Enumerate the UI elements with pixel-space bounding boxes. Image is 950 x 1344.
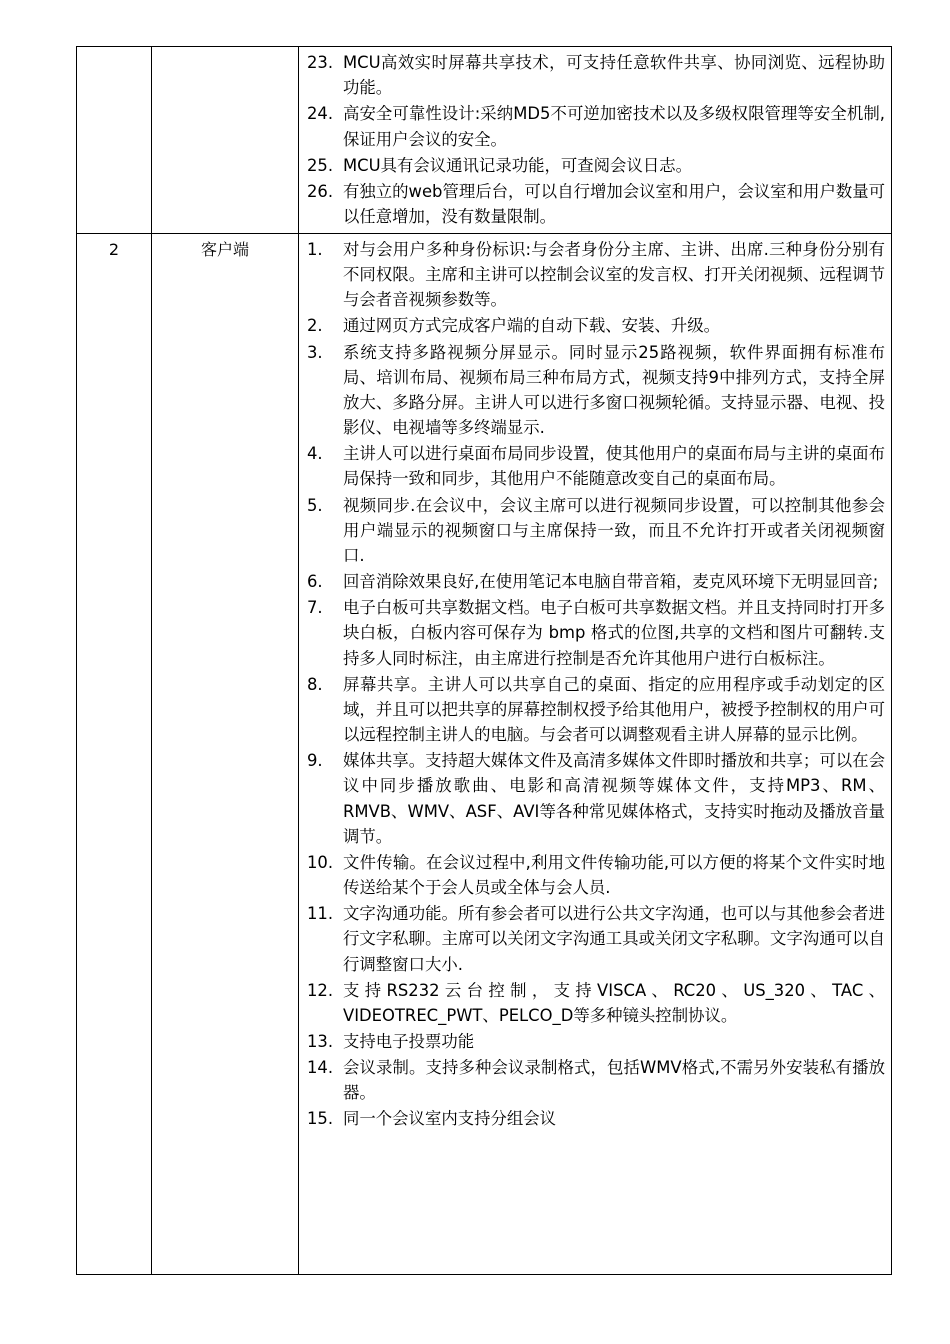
item-text: 对与会用户多种身份标识:与会者身份分主席、主讲、出席.三种身份分别有不同权限。主席和主讲可以控制会议室的发言权、打开关闭视频、远程调节与会者音视频参数等。 [343,239,885,310]
item-text: 文字沟通功能。所有参会者可以进行公共文字沟通，也可以与其他参会者进行文字私聊。主席可以关闭文字沟通工具或关闭文字私聊。文字沟通可以自行调整窗口大小. [343,904,885,974]
table-row [77,233,892,1274]
list-item [307,50,885,100]
item-text: 回音消除效果良好,在使用笔记本电脑自带音箱，麦克风环境下无明显回音; [343,572,879,592]
list-item [307,441,885,491]
list-item [307,901,885,977]
item-text: MCU具有会议通讯记录功能，可查阅会议日志。 [343,155,693,175]
spec-list [307,237,885,1132]
item-number: 23. [307,53,334,72]
item-number: 2. [307,316,323,336]
list-item [307,153,885,178]
item-name-cell [152,47,299,234]
list-item [307,237,885,313]
item-number: 14. [307,1058,334,1078]
row-number-cell: 2 [77,233,152,1274]
item-number: 4. [307,444,323,464]
item-name-cell: 客户端 [152,233,299,1274]
item-text: 支持RS232云台控制，支持VISCA、RC20、US_320、TAC、VIDEOTREC_PWT、PELCO_D等多种镜头控制协议。 [343,980,885,1025]
item-number: 12. [307,980,334,1000]
table-row [77,47,892,234]
list-item [307,493,885,569]
list-item [307,340,885,441]
item-text: 主讲人可以进行桌面布局同步设置，使其他用户的桌面布局与主讲的桌面布局保持一致和同步，其他用户不能随意改变自己的桌面布局。 [343,444,885,489]
list-item [307,850,885,900]
list-item [307,101,885,151]
item-text: 电子白板可共享数据文档。电子白板可共享数据文档。并且支持同时打开多块白板，白板内容可保存为 bmp 格式的位图,共享的文档和图片可翻转.支持多人同时标注，由主席进行控制是否允许其他用户进行白板标注。 [343,598,885,668]
item-text: 系统支持多路视频分屏显示。同时显示25路视频，软件界面拥有标准布局、培训布局、视频布局三种布局方式，视频支持9中排列方式，支持全屏放大、多路分屏。主讲人可以进行多窗口视频轮循。支持显示器、电视、投影仪、电视墙等多终端显示. [343,342,885,438]
list-item [307,672,885,748]
list-item [307,748,885,849]
item-text: 支持电子投票功能 [343,1031,475,1051]
item-text: 会议录制。支持多种会议录制格式，包括WMV格式,不需另外安装私有播放器。 [343,1058,885,1103]
list-item [307,179,885,229]
list-item [307,1106,885,1131]
spec-list [307,50,885,229]
row-number-cell [77,47,152,234]
item-number: 24. [307,104,334,124]
item-number: 3. [307,342,323,362]
item-text: 媒体共享。支持超大媒体文件及高清多媒体文件即时播放和共享；可以在会议中同步播放歌曲、电影和高清视频等媒体文件，支持MP3、RM、RMVB、WMV、ASF、AVI等各种常见媒体格式，支持实时拖动及播放音量调节。 [343,751,885,846]
item-number: 26. [307,181,334,201]
item-number: 7. [307,598,323,618]
item-text: 视频同步.在会议中，会议主席可以进行视频同步设置，可以控制其他参会用户端显示的视频窗口与主席保持一致，而且不允许打开或者关闭视频窗口. [343,495,885,565]
item-text: 通过网页方式完成客户端的自动下载、安装、升级。 [343,316,720,336]
list-item [307,1029,885,1054]
item-number: 1. [307,239,323,259]
item-number: 8. [307,674,323,694]
item-text: 同一个会议室内支持分组会议 [343,1109,557,1129]
item-number: 9. [307,751,323,771]
item-text: 有独立的web管理后台，可以自行增加会议室和用户，会议室和用户数量可以任意增加，没有数量限制。 [343,181,886,226]
item-text: 屏幕共享。主讲人可以共享自己的桌面、指定的应用程序或手动划定的区域，并且可以把共享的屏幕控制权授予给其他用户，被授予控制权的用户可以远程控制主讲人的电脑。与会者可以调整观看主讲人屏幕的显示比例。 [343,674,885,745]
spec-table [76,46,892,1275]
item-number: 15. [307,1109,334,1129]
item-number: 25. [307,155,334,175]
list-item [307,595,885,671]
item-text: 高安全可靠性设计:采纳MD5不可逆加密技术以及多级权限管理等安全机制,保证用户会议的安全。 [343,104,885,149]
item-text: 文件传输。在会议过程中,利用文件传输功能,可以方便的将某个文件实时地传送给某个于会人员或全体与会人员. [343,852,885,898]
item-number: 10. [307,852,334,872]
list-item [307,978,885,1028]
item-number: 13. [307,1031,334,1051]
list-item [307,569,885,594]
list-item [307,1055,885,1105]
list-item [307,313,885,338]
item-number: 11. [307,904,334,924]
spec-cell [299,233,892,1274]
spec-cell [299,47,892,234]
item-text: MCU高效实时屏幕共享技术，可支持任意软件共享、协同浏览、远程协助功能。 [343,53,885,98]
item-number: 6. [307,572,323,592]
item-number: 5. [307,495,323,515]
